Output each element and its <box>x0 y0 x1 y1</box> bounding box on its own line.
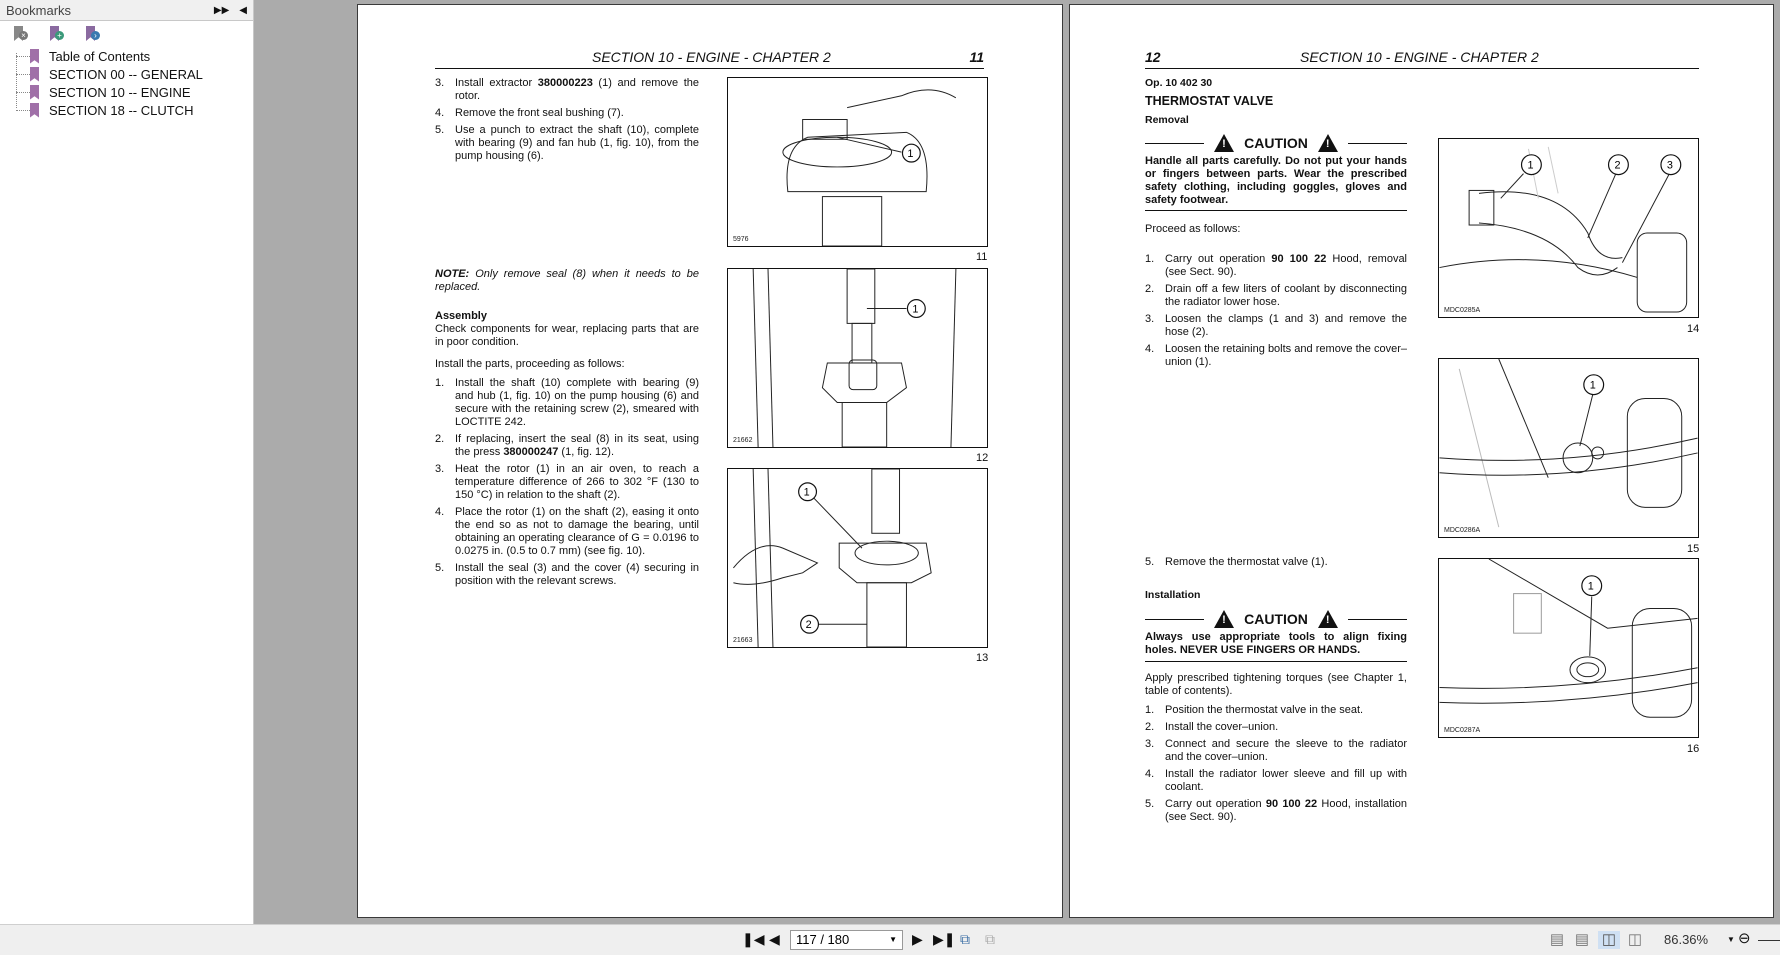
first-page-icon[interactable]: ❚◀ <box>742 931 765 947</box>
section-title: THERMOSTAT VALVE <box>1145 94 1274 108</box>
bookmark-icon <box>30 49 39 64</box>
svg-text:2: 2 <box>1614 159 1621 172</box>
list-item: 2. If replacing, insert the seal (8) in its seat, using the press 380000247 (1, fig. 12). <box>435 433 699 458</box>
rotor-install-illustration <box>728 469 987 647</box>
assembly-section: Assembly Check components for wear, replacing parts that are in poor condition. Install the parts, proceeding as follows: 1. Install the shaft (10) complete with bearing (9) and hub (1, fig. 10) on the pump housing (6) and secure with the retaining screw (2), smeared with LOCTITE 242. 2. If replacing, insert the seal (8) in its seat, using the press 380000247 (1, fig. 12). 3. Heat the rotor (1) in an air oven, to reach a temperature difference of 266 to 302 °F (130 to 150 °C) in relation to the shaft (2). 4. Place the rotor (1) on the shaft (2), easing it onto the end so as not to damage the bearing, until obtaining an operating clearance of G = 0.0196 to 0.0275 in. (0.5 to 0.7 mm) (see fig. 10). 5. Install the seal (3) and the cover (4) securing in position with the relevant screws. <box>435 310 699 587</box>
bookmark-section-10[interactable]: SECTION 10 -- ENGINE <box>14 83 253 101</box>
bookmark-tree <box>0 47 253 119</box>
caution-banner: ! CAUTION ! <box>1145 610 1407 628</box>
figure-number: 14 <box>1687 323 1700 335</box>
bookmark-icon <box>30 103 39 118</box>
bookmark-section-00[interactable]: SECTION 00 -- GENERAL <box>14 65 253 83</box>
bookmarks-title: Bookmarks <box>6 2 72 18</box>
op-code: Op. 10 402 30 <box>1145 77 1213 89</box>
zoom-dropdown-icon[interactable]: ▼ <box>1727 935 1735 944</box>
document-page-11 <box>357 4 1063 918</box>
assembly-heading: Assembly <box>435 310 487 322</box>
warning-icon: ! <box>1318 134 1338 152</box>
list-item: 5. Carry out operation 90 100 22 Hood, installation (see Sect. 90). <box>1145 798 1408 823</box>
figure-number: 12 <box>976 452 989 464</box>
list-item: 1. Install the shaft (10) complete with bearing (9) and hub (1, fig. 10) on the pump housing (6) and secure with the retaining screw (2), smeared with LOCTITE 242. <box>435 377 699 428</box>
thermostat-illustration <box>1439 559 1698 737</box>
navigation-toolbar <box>0 924 1780 955</box>
page-header: 12 SECTION 10 - ENGINE - CHAPTER 2 <box>1145 43 1699 69</box>
page-header: SECTION 10 - ENGINE - CHAPTER 2 11 <box>435 43 984 69</box>
options-icon[interactable]: ▶▶ <box>213 4 230 16</box>
bookmark-icon <box>30 85 39 100</box>
figure-12: 1 21662 <box>727 268 988 448</box>
list-item: 3. Loosen the clamps (1 and 3) and remove the hose (2). <box>1145 313 1407 338</box>
figure-number: 13 <box>976 652 989 664</box>
hose-illustration <box>1439 139 1698 317</box>
figure-number: 16 <box>1687 743 1700 755</box>
thermostat-section: Op. 10 402 30 THERMOSTAT VALVE Removal ! CAUTION ! Handle all parts carefully. Do not put your hands or fingers between parts. Wear the prescribed safety clothing, including goggles, gloves and safety footwear. Proceed as follows: 1. Carry out operation 90 100 22 Hood, removal (see Sect. 90). 2. Drain off a few liters of coolant by disconnecting the radiator lower hose. 3. Loosen the clamps (1 and 3) and remove the hose (2). 4. Loosen the retaining bolts and remove the cover–union (1). <box>1145 77 1408 368</box>
zoom-level[interactable]: 86.36% <box>1664 932 1709 947</box>
warning-icon: ! <box>1318 610 1338 628</box>
installation-heading: Installation <box>1145 589 1201 601</box>
bookmark-table-of-contents[interactable]: Table of Contents <box>14 47 253 65</box>
svg-text:1: 1 <box>907 148 914 161</box>
installation-section: 5. Remove the thermostat valve (1). Installation ! CAUTION ! Always use appropriate tools to align fixing holes. NEVER USE FINGERS OR HANDS. Apply prescribed tightening torques (see Chapter 1, table of contents). 1. Position the thermostat valve in the seat. 2. Install the cover–union. 3. Connect and secure the sleeve to the radiator and the cover–union. 4. Install the radiator lower sleeve and fill up with coolant. 5. Carry out operation 90 100 22 Hood, installation (see Sect. 90). <box>1145 556 1408 823</box>
figure-14: 1 2 3 MDC0285A <box>1438 138 1699 318</box>
list-item: 3. Connect and secure the sleeve to the radiator and the cover–union. <box>1145 738 1407 763</box>
delete-bookmark-icon[interactable]: × <box>14 26 28 42</box>
note: NOTE: Only remove seal (8) when it needs to be replaced. <box>435 268 699 293</box>
press-illustration <box>728 269 987 447</box>
figure-number: 11 <box>976 251 988 263</box>
next-view-icon[interactable]: ⧉ <box>985 931 995 947</box>
facing-view-icon[interactable]: ◫ <box>1598 931 1620 949</box>
list-item: 3. Heat the rotor (1) in an air oven, to reach a temperature difference of 266 to 302 °F (130 to 150 °C) in relation to the shaft (2). <box>435 463 699 501</box>
list-item: 2. Drain off a few liters of coolant by disconnecting the radiator lower hose. <box>1145 283 1407 308</box>
bookmark-section-18[interactable]: SECTION 18 -- CLUTCH <box>14 101 253 119</box>
list-item: 5. Use a punch to extract the shaft (10), complete with bearing (9) and fan hub (1, fig. 10), from the pump housing (6). <box>435 124 699 162</box>
svg-text:1: 1 <box>912 303 919 316</box>
list-item: 4. Loosen the retaining bolts and remove the cover–union (1). <box>1145 343 1407 368</box>
bookmarks-panel <box>0 0 254 924</box>
list-item: 5. Install the seal (3) and the cover (4) securing in position with the relevant screws. <box>435 562 699 587</box>
figure-11: 1 5976 <box>727 77 988 247</box>
svg-text:1: 1 <box>1527 159 1534 172</box>
cover-union-illustration <box>1439 359 1698 537</box>
collapse-panel-icon[interactable]: ◀ <box>239 4 247 16</box>
page-number-input[interactable]: 117 / 180 ▼ <box>790 930 903 950</box>
list-item: 4. Remove the front seal bushing (7). <box>435 107 624 119</box>
removal-steps <box>435 77 699 167</box>
bookmarks-header <box>0 0 253 21</box>
svg-text:1: 1 <box>1589 379 1596 392</box>
warning-icon: ! <box>1214 134 1234 152</box>
svg-text:1: 1 <box>1587 580 1594 593</box>
removal-heading: Removal <box>1145 114 1189 126</box>
list-item: 2. Install the cover–union. <box>1145 721 1279 733</box>
list-item: 1. Position the thermostat valve in the seat. <box>1145 704 1364 716</box>
svg-text:1: 1 <box>803 486 810 499</box>
list-item: 5. Remove the thermostat valve (1). <box>1145 556 1328 568</box>
zoom-out-icon[interactable]: ⊖ <box>1738 930 1751 947</box>
last-page-icon[interactable]: ▶❚ <box>933 931 956 947</box>
svg-text:3: 3 <box>1666 159 1673 172</box>
bookmark-icon <box>30 67 39 82</box>
previous-view-icon[interactable]: ⧉ <box>960 931 970 947</box>
warning-icon: ! <box>1214 610 1234 628</box>
figure-15: 1 MDC0286A <box>1438 358 1699 538</box>
svg-text:2: 2 <box>805 619 812 632</box>
next-page-icon[interactable]: ▶ <box>912 931 923 947</box>
figure-number: 15 <box>1687 543 1700 555</box>
goto-bookmark-icon[interactable]: › <box>86 26 100 42</box>
list-item: 4. Install the radiator lower sleeve and fill up with coolant. <box>1145 768 1407 793</box>
list-item: 3. Install extractor 380000223 (1) and remove the rotor. <box>435 77 700 102</box>
extractor-illustration <box>728 78 987 246</box>
document-page-12 <box>1069 4 1774 918</box>
figure-13: 1 2 21663 <box>727 468 988 648</box>
continuous-view-icon[interactable]: ▤ <box>1574 931 1590 948</box>
add-bookmark-icon[interactable]: + <box>50 26 64 42</box>
prev-page-icon[interactable]: ◀ <box>769 931 780 947</box>
single-page-view-icon[interactable]: ▤ <box>1549 931 1565 948</box>
list-item: 1. Carry out operation 90 100 22 Hood, removal (see Sect. 90). <box>1145 253 1408 278</box>
bookmarks-toolbar <box>0 21 253 47</box>
figure-16: 1 MDC0287A <box>1438 558 1699 738</box>
page-dropdown-icon[interactable]: ▼ <box>889 935 897 944</box>
list-item: 4. Place the rotor (1) on the shaft (2), easing it onto the end so as not to damage the bearing, until obtaining an operating clearance of G = 0.0196 to 0.0275 in. (0.5 to 0.7 mm) (see fig. 10). <box>435 506 699 557</box>
zoom-slider[interactable] <box>1758 940 1780 941</box>
caution-banner: ! CAUTION ! <box>1145 134 1407 152</box>
continuous-facing-view-icon[interactable]: ◫ <box>1627 931 1643 948</box>
